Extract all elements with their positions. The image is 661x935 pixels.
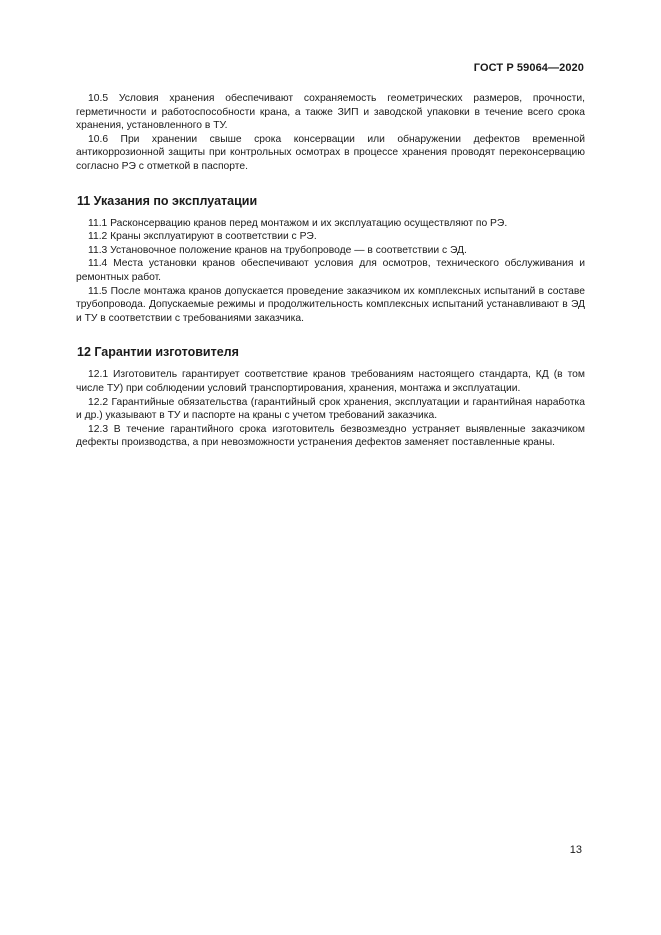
document-header-id: ГОСТ Р 59064—2020 xyxy=(473,62,584,74)
section-11 xyxy=(76,194,585,326)
paragraph-11-1: 11.1 Расконсервацию кранов перед монтажом и их эксплуатацию осуществляют по РЭ. xyxy=(88,217,508,229)
paragraph-11-4: 11.4 Места установки кранов обеспечивают условия для осмотров, технического обслуживания и ремонтных работ. xyxy=(76,258,585,283)
paragraph-12-3: 12.3 В течение гарантийного срока изготовитель безвозмездно устраняет выявленные заказчиком дефекты производства, а при невозможности устранения дефектов заменяет поставленные краны. xyxy=(76,423,585,449)
paragraph-12-1: 12.1 Изготовитель гарантирует соответствие кранов требованиям настоящего стандарта, КД (в том числе ТУ) при соблюдении условий транспортирования, хранения, монтажа и эксплуатации. xyxy=(76,369,585,394)
section-11-title: 11 Указания по эксплуатации xyxy=(77,193,258,208)
paragraph-11-2: 11.2 Краны эксплуатируют в соответствии с РЭ. xyxy=(88,231,317,243)
section-12-title: 12 Гарантии изготовителя xyxy=(77,345,239,360)
page-number: 13 xyxy=(569,844,582,856)
page-body xyxy=(76,92,585,450)
paragraph-10-6: 10.6 При хранении свыше срока консервации или обнаружении дефектов временной антикоррозионной защиты при контрольных осмотрах в процессе хранения проводят переконсервацию согласно РЭ с отметкой в паспорте. xyxy=(76,133,585,172)
paragraph-10-5: 10.5 Условия хранения обеспечивают сохраняемость геометрических размеров, прочности, герметичности и работоспособности крана, а также ЗИП и заводской упаковки в течение всего срока хранения, установленного в ТУ. xyxy=(76,93,585,132)
paragraph-12-2: 12.2 Гарантийные обязательства (гарантийный срок хранения, эксплуатации и гарантийная наработка и др.) указывают в ТУ и паспорте на краны с учетом требований заказчика. xyxy=(76,396,585,422)
section-12 xyxy=(76,345,585,450)
paragraph-11-5: 11.5 После монтажа кранов допускается проведение заказчиком их комплексных испытаний в составе трубопровода. Допускаемые режимы и продолжительность комплексных испытаний устанавливают в ЭД и ТУ в соответствии с требованиями заказчика. xyxy=(76,285,585,324)
paragraph-11-3: 11.3 Установочное положение кранов на трубопроводе — в соответствии с ЭД. xyxy=(88,244,467,256)
